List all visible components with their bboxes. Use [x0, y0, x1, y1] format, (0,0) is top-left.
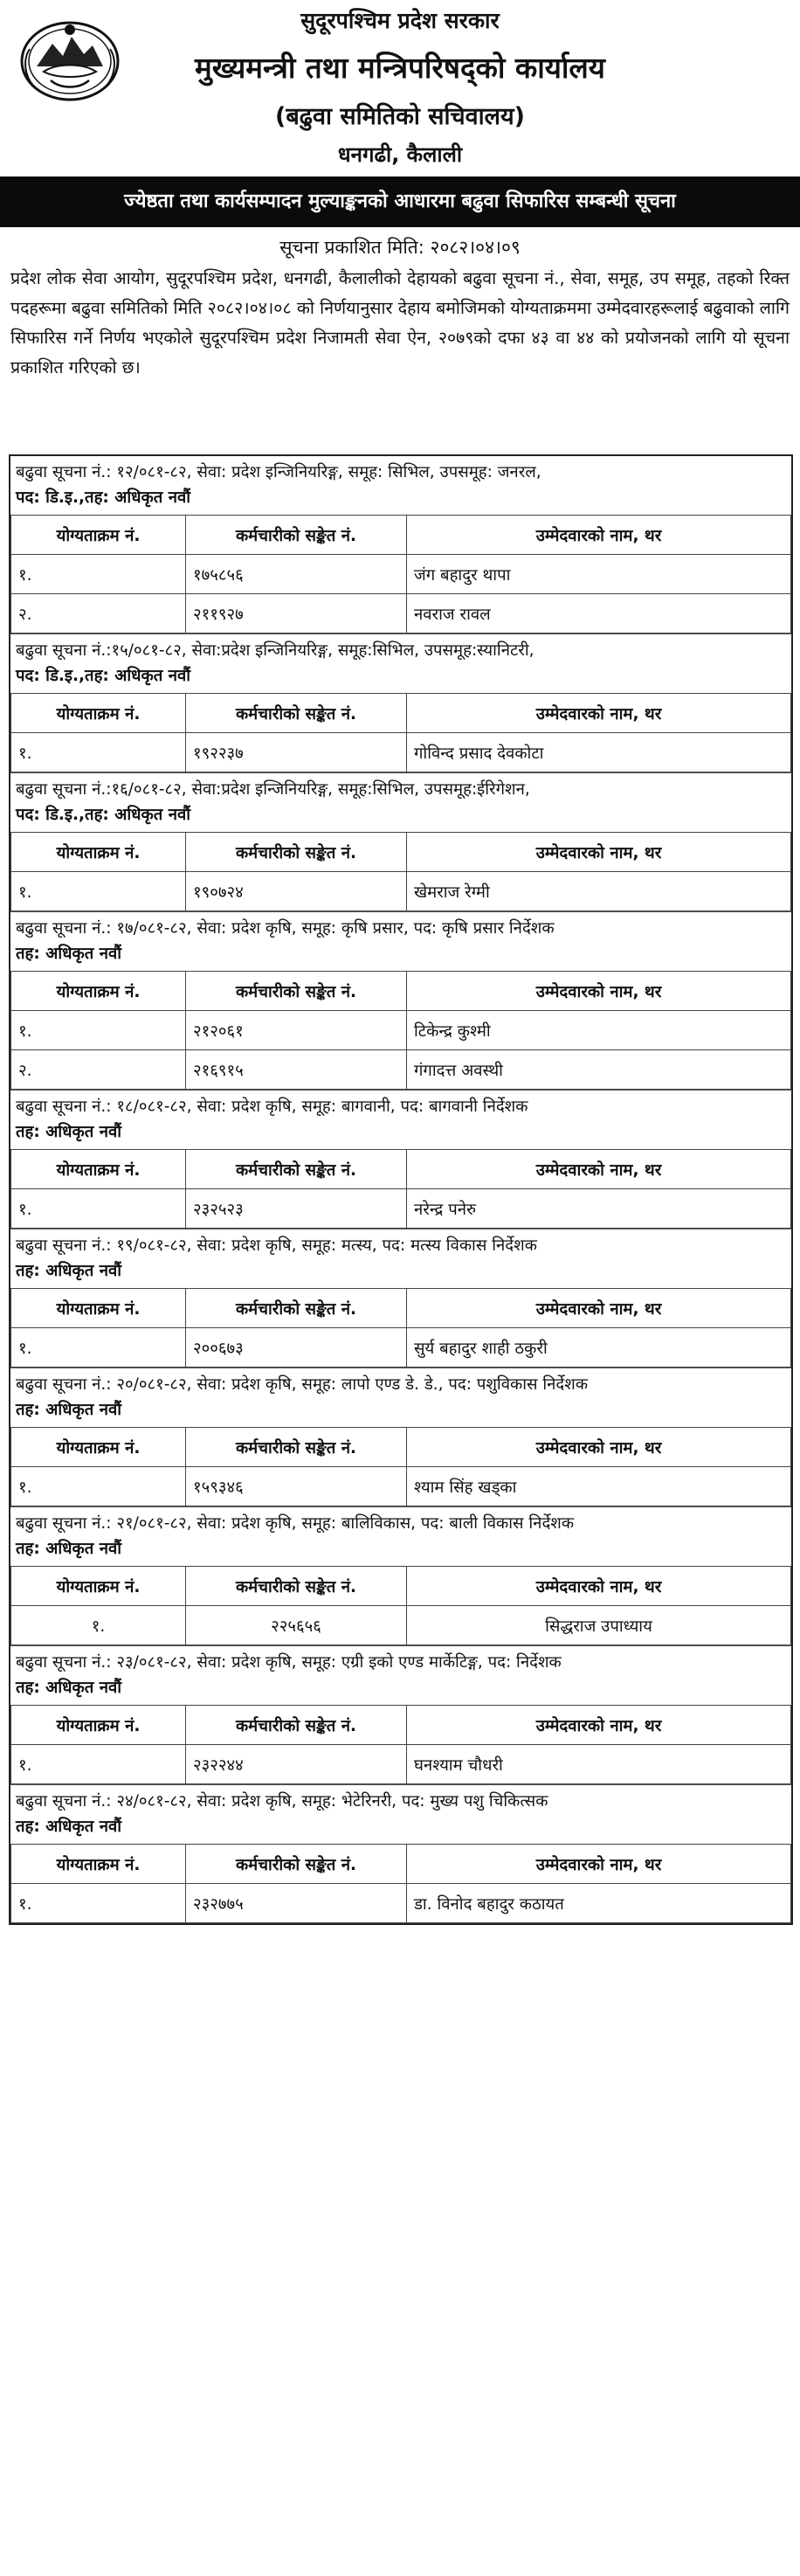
table-header-row [11, 516, 791, 555]
candidate-name-header: उम्मेदवारको नाम, थर [407, 1289, 791, 1328]
table-header-row [11, 833, 791, 872]
table-header-row [11, 1150, 791, 1189]
rank-cell: १. [11, 872, 186, 911]
rank-header: योग्यताक्रम नं. [11, 1567, 186, 1606]
rank-header: योग्यताक्रम नं. [11, 1706, 186, 1745]
candidate-table [10, 693, 791, 772]
table-row [11, 872, 791, 911]
rank-header: योग्यताक्रम नं. [11, 516, 186, 555]
notice-post-tier: पद: डि.इ.,तह: अधिकृत नवौं [16, 488, 191, 507]
table-row [11, 1467, 791, 1506]
employee-code-header: कर्मचारीको सङ्केत नं. [186, 1845, 407, 1884]
employee-code-cell: २३२७७५ [186, 1884, 407, 1923]
letterhead [0, 0, 800, 173]
table-row [11, 555, 791, 594]
employee-code-header: कर्मचारीको सङ्केत नं. [186, 1567, 407, 1606]
employee-code-cell: २००६७३ [186, 1328, 407, 1368]
table-row [11, 1884, 791, 1923]
notice-heading [10, 1229, 791, 1288]
rank-header: योग्यताक्रम नं. [11, 972, 186, 1011]
rank-header: योग्यताक्रम नं. [11, 1150, 186, 1189]
rank-cell: १. [11, 1328, 186, 1368]
rank-cell: २. [11, 1050, 186, 1090]
rank-cell: १. [11, 1189, 186, 1229]
notice-text: बढुवा सूचना नं.:१५/०८१-८२, सेवा:प्रदेश इन्जिनियरिङ्ग, समूह:सिभिल, उपसमूह:स्यानिटरी, [16, 641, 534, 660]
candidate-table [10, 1705, 791, 1784]
notice-text: बढुवा सूचना नं.: २१/०८१-८२, सेवा: प्रदेश कृषि, समूह: बालिविकास, पद: बाली विकास निर्देशक [16, 1514, 575, 1533]
table-header-row [11, 972, 791, 1011]
candidate-name-header: उम्मेदवारको नाम, थर [407, 694, 791, 733]
employee-code-header: कर्मचारीको सङ्केत नं. [186, 694, 407, 733]
table-header-row [11, 1845, 791, 1884]
candidate-name-cell: श्याम सिंह खड्का [407, 1467, 791, 1506]
notice-text: बढुवा सूचना नं.:१६/०८१-८२, सेवा:प्रदेश इन्जिनियरिङ्ग, समूह:सिभिल, उपसमूह:ईरिगेशन, [16, 780, 530, 799]
notice-heading [10, 1368, 791, 1427]
employee-code-header: कर्मचारीको सङ्केत नं. [186, 1289, 407, 1328]
notice-heading [10, 1784, 791, 1844]
notice-post-tier: तह: अधिकृत नवौं [16, 1401, 122, 1419]
notice-text: बढुवा सूचना नं.: १८/०८१-८२, सेवा: प्रदेश कृषि, समूह: बागवानी, पद: बागवानी निर्देशक [16, 1098, 528, 1116]
notice-heading [10, 456, 791, 515]
candidate-name-header: उम्मेदवारको नाम, थर [407, 972, 791, 1011]
notice-post-tier: पद: डि.इ.,तह: अधिकृत नवौं [16, 667, 191, 685]
employee-code-cell: २१२०६१ [186, 1011, 407, 1050]
candidate-name-header: उम्मेदवारको नाम, थर [407, 1567, 791, 1606]
notice-text: बढुवा सूचना नं.: २३/०८१-८२, सेवा: प्रदेश कृषि, समूह: एग्री इको एण्ड मार्केटिङ्ग, पद: निर्देशक [16, 1653, 562, 1672]
notice-post-tier: तह: अधिकृत नवौं [16, 1262, 122, 1280]
rank-cell: १. [11, 733, 186, 772]
candidate-name-cell: खेमराज रेग्मी [407, 872, 791, 911]
notice-heading [10, 911, 791, 971]
candidate-name-cell: टिकेन्द्र कुश्मी [407, 1011, 791, 1050]
employee-code-cell: २३२५२३ [186, 1189, 407, 1229]
table-row [11, 1189, 791, 1229]
office-name: मुख्यमन्त्री तथा मन्त्रिपरिषद्को कार्यालय [195, 51, 605, 85]
notice-post-tier: तह: अधिकृत नवौं [16, 945, 122, 963]
table-row [11, 1606, 791, 1645]
table-row [11, 1745, 791, 1784]
candidate-name-header: उम्मेदवारको नाम, थर [407, 1428, 791, 1467]
rank-cell: १. [11, 555, 186, 594]
candidate-name-cell: गोविन्द प्रसाद देवकोटा [407, 733, 791, 772]
rank-cell: १. [11, 1011, 186, 1050]
intro-paragraph: प्रदेश लोक सेवा आयोग, सुदूरपश्चिम प्रदेश, धनगढी, कैलालीको देहायको बढुवा सूचना नं., सेवा, समूह, उप समूह, तहको रिक्त पदहरूमा बढुवा समितिको मिति २०८२।०४।०८ को निर्णयानुसार देहाय बमोजिमको योग्यताक्रममा उम्मेदवारहरूलाई बढुवाको लागि सिफारिस गर्ने निर्णय भएकोले सुदूरपश्चिम प्रदेश निजामती सेवा ऐन, २०७९को दफा ४३ वा ४४ को प्रयोजनको लागि यो सूचना प्रकाशित गरिएको छ। [10, 268, 790, 377]
candidate-table [10, 515, 791, 634]
table-header-row [11, 694, 791, 733]
secretariat-name: (बढुवा समितिको सचिवालय) [275, 103, 525, 130]
notice-post-tier: तह: अधिकृत नवौं [16, 1818, 122, 1836]
candidate-table [10, 1149, 791, 1229]
rank-cell: २. [11, 594, 186, 634]
notice-post-tier: तह: अधिकृत नवौं [16, 1679, 122, 1697]
rank-header: योग्यताक्रम नं. [11, 694, 186, 733]
candidate-name-cell: डा. विनोद बहादुर कठायत [407, 1884, 791, 1923]
candidate-name-cell: नरेन्द्र पनेरु [407, 1189, 791, 1229]
employee-code-header: कर्मचारीको सङ्केत नं. [186, 516, 407, 555]
publish-date: सूचना प्रकाशित मिति: २०८२।०४।०९ [279, 237, 521, 258]
rank-header: योग्यताक्रम नं. [11, 1428, 186, 1467]
rank-cell: १. [11, 1606, 186, 1645]
employee-code-header: कर्मचारीको सङ्केत नं. [186, 972, 407, 1011]
candidate-name-header: उम्मेदवारको नाम, थर [407, 1706, 791, 1745]
notice-text: बढुवा सूचना नं.: २०/०८१-८२, सेवा: प्रदेश कृषि, समूह: लापो एण्ड डे. डे., पद: पशुविकास निर्देशक [16, 1375, 589, 1394]
rank-cell: १. [11, 1884, 186, 1923]
candidate-table [10, 1288, 791, 1368]
candidate-table [10, 1566, 791, 1645]
notice-heading [10, 1506, 791, 1566]
notice-post-tier: तह: अधिकृत नवौं [16, 1540, 122, 1558]
employee-code-header: कर्मचारीको सङ्केत नं. [186, 1150, 407, 1189]
rank-header: योग्यताक्रम नं. [11, 1845, 186, 1884]
candidate-name-header: उम्मेदवारको नाम, थर [407, 833, 791, 872]
candidate-name-header: उम्मेदवारको नाम, थर [407, 516, 791, 555]
candidate-name-cell: जंग बहादुर थापा [407, 555, 791, 594]
employee-code-header: कर्मचारीको सङ्केत नं. [186, 1706, 407, 1745]
candidate-name-header: उम्मेदवारको नाम, थर [407, 1150, 791, 1189]
candidate-name-header: उम्मेदवारको नाम, थर [407, 1845, 791, 1884]
rank-cell: १. [11, 1467, 186, 1506]
candidate-name-cell: नवराज रावल [407, 594, 791, 634]
candidate-table [10, 832, 791, 911]
candidate-name-cell: गंगादत्त अवस्थी [407, 1050, 791, 1090]
table-header-row [11, 1706, 791, 1745]
rank-cell: १. [11, 1745, 186, 1784]
employee-code-cell: २२५६५६ [186, 1606, 407, 1645]
notice-post-tier: तह: अधिकृत नवौं [16, 1123, 122, 1141]
notice-text: बढुवा सूचना नं.: १९/०८१-८२, सेवा: प्रदेश कृषि, समूह: मत्स्य, पद: मत्स्य विकास निर्देशक [16, 1236, 537, 1255]
employee-code-cell: २११९२७ [186, 594, 407, 634]
table-row [11, 594, 791, 634]
table-header-row [11, 1567, 791, 1606]
notice-text: बढुवा सूचना नं.: १७/०८१-८२, सेवा: प्रदेश कृषि, समूह: कृषि प्रसार, पद: कृषि प्रसार निर्देशक [16, 919, 555, 938]
notice-heading [10, 634, 791, 693]
notice-text: बढुवा सूचना नं.: २४/०८१-८२, सेवा: प्रदेश कृषि, समूह: भेटेरिनरी, पद: मुख्य पशु चिकित्सक [16, 1792, 548, 1811]
notice-title-banner: ज्येष्ठता तथा कार्यसम्पादन मुल्याङ्कनको आधारमा बढुवा सिफारिस सम्बन्धी सूचना [0, 177, 800, 227]
candidate-table [10, 1427, 791, 1506]
notice-heading [10, 1090, 791, 1149]
rank-header: योग्यताक्रम नं. [11, 1289, 186, 1328]
employee-code-header: कर्मचारीको सङ्केत नं. [186, 1428, 407, 1467]
government-name: सुदूरपश्चिम प्रदेश सरकार [300, 8, 500, 33]
candidate-table [10, 971, 791, 1090]
employee-code-cell: २३२२४४ [186, 1745, 407, 1784]
rank-header: योग्यताक्रम नं. [11, 833, 186, 872]
employee-code-cell: १७५८५६ [186, 555, 407, 594]
employee-code-cell: १९०७२४ [186, 872, 407, 911]
candidate-table [10, 1844, 791, 1923]
table-row [11, 1050, 791, 1090]
candidate-name-cell: सुर्य बहादुर शाही ठकुरी [407, 1328, 791, 1368]
notice-heading [10, 1645, 791, 1705]
notice-text: बढुवा सूचना नं.: १२/०८१-८२, सेवा: प्रदेश इन्जिनियरिङ्ग, समूह: सिभिल, उपसमूह: जनरल, [16, 463, 541, 481]
employee-code-cell: २१६९१५ [186, 1050, 407, 1090]
employee-code-cell: १९२२३७ [186, 733, 407, 772]
table-header-row [11, 1428, 791, 1467]
table-row [11, 1328, 791, 1368]
table-header-row [11, 1289, 791, 1328]
notice-heading [10, 772, 791, 832]
candidate-name-cell: सिद्धराज उपाध्याय [407, 1606, 791, 1645]
table-row [11, 733, 791, 772]
office-location: धनगढी, कैलाली [337, 142, 463, 167]
table-row [11, 1011, 791, 1050]
notices-container [9, 454, 793, 1925]
notice-post-tier: पद: डि.इ.,तह: अधिकृत नवौं [16, 806, 191, 824]
employee-code-cell: १५९३४६ [186, 1467, 407, 1506]
employee-code-header: कर्मचारीको सङ्केत नं. [186, 833, 407, 872]
candidate-name-cell: घनश्याम चौधरी [407, 1745, 791, 1784]
